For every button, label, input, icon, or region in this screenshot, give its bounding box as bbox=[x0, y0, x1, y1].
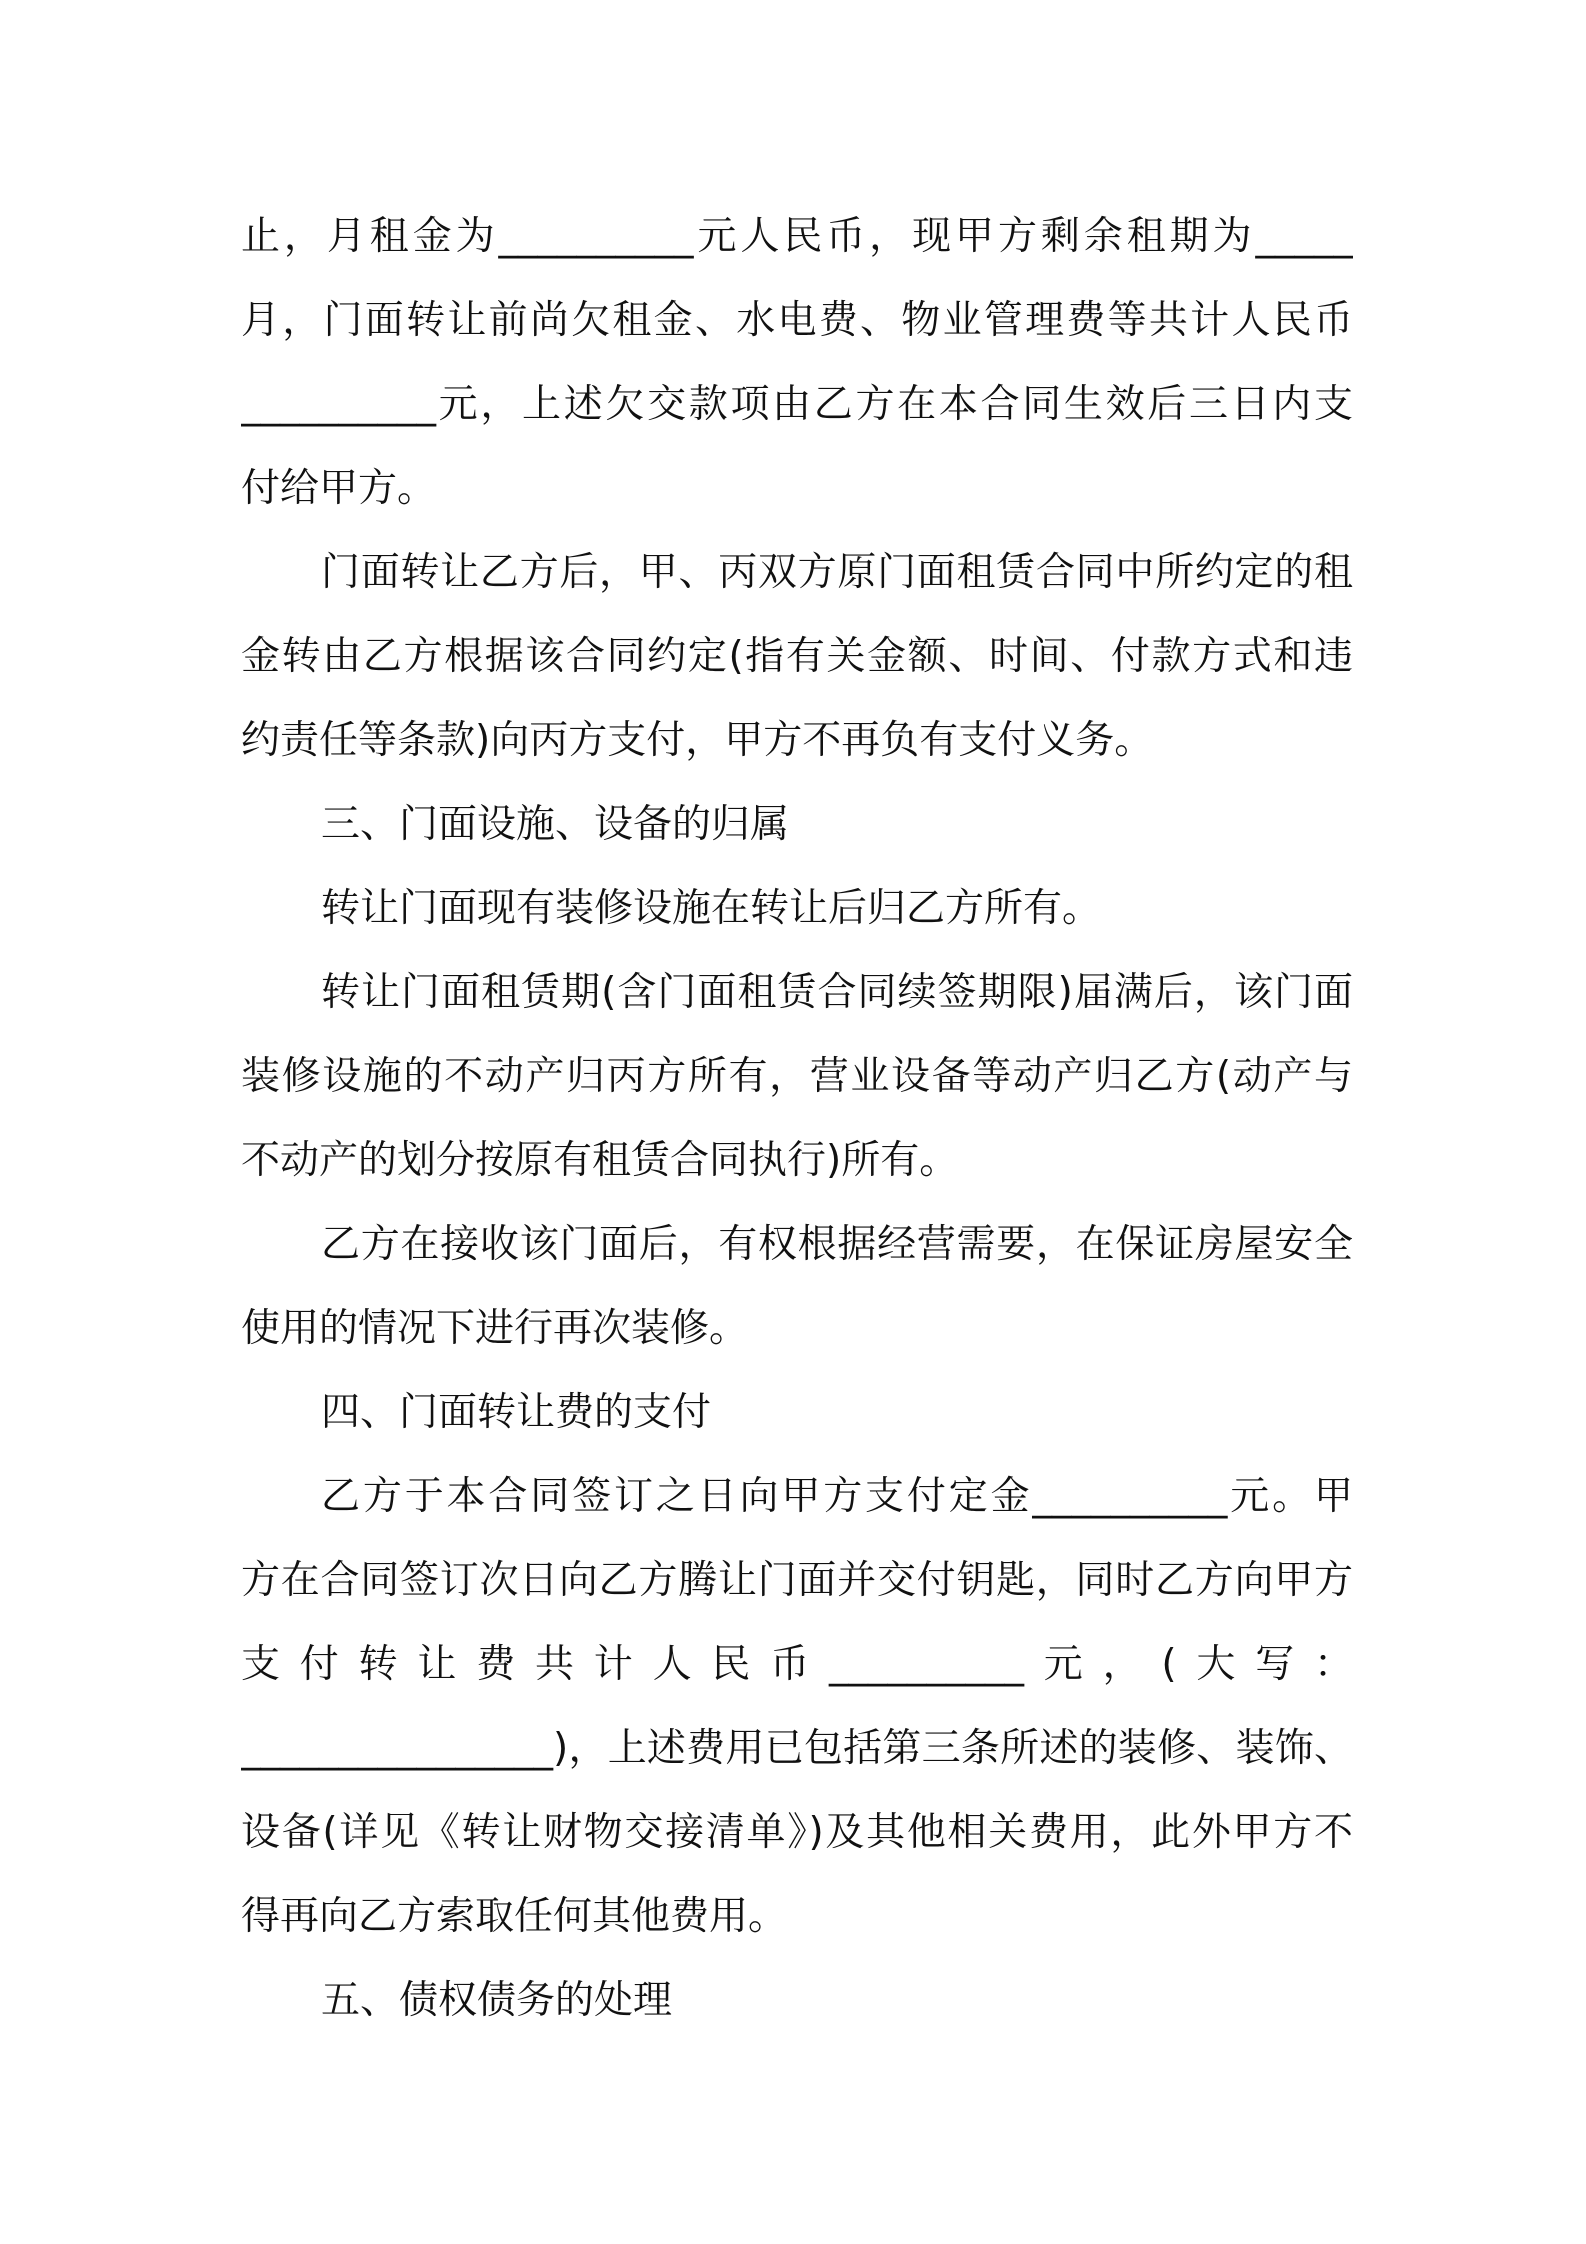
section-heading: 四、门面转让费的支付 bbox=[321, 1390, 712, 1435]
text-line: 转让门面现有装修设施在转让后归乙方所有。 bbox=[321, 886, 1102, 931]
text-line: 乙方在接收该门面后，有权根据经营需要，在保证房屋安全 bbox=[321, 1222, 1353, 1267]
text-line: 装修设施的不动产归丙方所有，营业设备等动产归乙方(动产与 bbox=[241, 1054, 1353, 1099]
text-line: 支付转让费共计人民币__________元，(大写： bbox=[241, 1642, 1353, 1687]
section-heading: 五、债权债务的处理 bbox=[321, 1978, 673, 2023]
text-line: 转让门面租赁期(含门面租赁合同续签期限)届满后，该门面 bbox=[321, 970, 1353, 1015]
text-line: 金转由乙方根据该合同约定(指有关金额、时间、付款方式和违 bbox=[241, 634, 1353, 679]
text-line: 使用的情况下进行再次装修。 bbox=[241, 1306, 749, 1351]
text-line: 方在合同签订次日向乙方腾让门面并交付钥匙，同时乙方向甲方 bbox=[241, 1558, 1353, 1603]
text-line: 设备(详见《转让财物交接清单》)及其他相关费用，此外甲方不 bbox=[241, 1810, 1353, 1855]
text-line: 乙方于本合同签订之日向甲方支付定金__________元。甲 bbox=[321, 1474, 1353, 1519]
text-line: 不动产的划分按原有租赁合同执行)所有。 bbox=[241, 1138, 959, 1183]
text-line: 门面转让乙方后，甲、丙双方原门面租赁合同中所约定的租 bbox=[321, 550, 1353, 595]
text-line: __________元，上述欠交款项由乙方在本合同生效后三日内支 bbox=[241, 382, 1353, 427]
text-line: ________________)，上述费用已包括第三条所述的装修、装饰、 bbox=[241, 1726, 1353, 1771]
section-heading: 三、门面设施、设备的归属 bbox=[321, 802, 790, 847]
document-body bbox=[241, 195, 1353, 2043]
text-line: 月，门面转让前尚欠租金、水电费、物业管理费等共计人民币 bbox=[241, 298, 1353, 343]
text-line: 约责任等条款)向丙方支付，甲方不再负有支付义务。 bbox=[241, 718, 1154, 763]
text-line: 止，月租金为__________元人民币，现甲方剩余租期为_____ bbox=[241, 214, 1353, 259]
text-line: 得再向乙方索取任何其他费用。 bbox=[241, 1894, 788, 1939]
text-line: 付给甲方。 bbox=[241, 466, 437, 511]
